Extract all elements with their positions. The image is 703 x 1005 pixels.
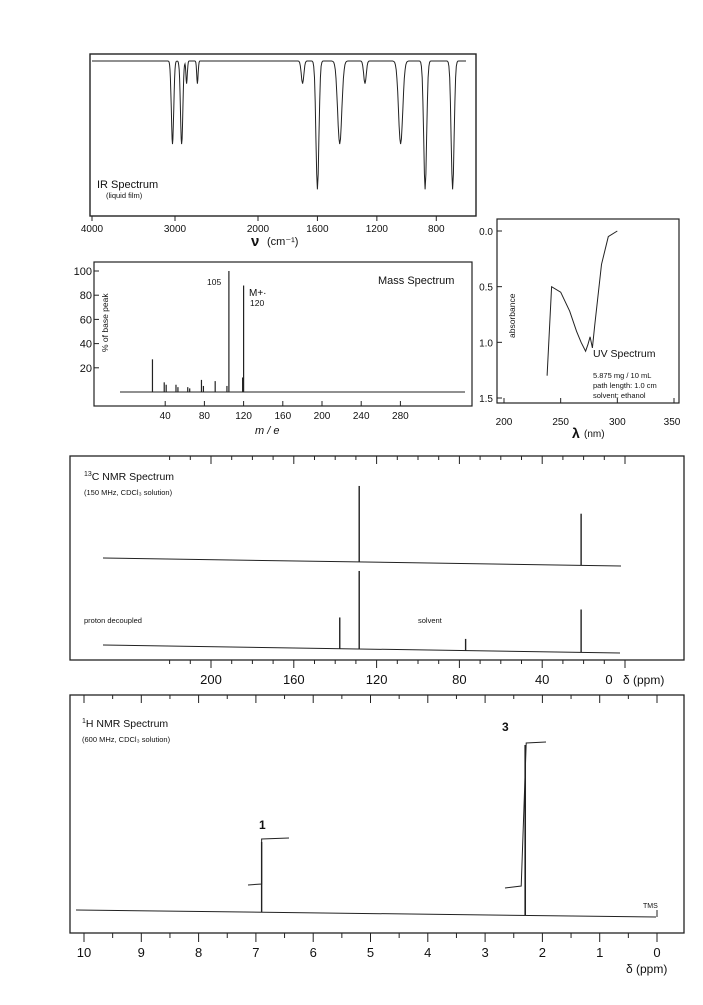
mass-x-tick-label: 120 [235,411,252,422]
mass-axis-group [74,266,465,422]
ir-tick-label: 3000 [163,224,187,235]
uv-xlabel-symbol: λ [572,425,580,441]
h1-tick-label: 9 [137,945,145,960]
h1-integration-1: 1 [259,818,266,832]
c13-panel [70,456,684,687]
h1-tick-label: 10 [76,945,92,960]
h1-tick-label: 8 [194,945,203,960]
uv-y-tick-label: 1.5 [479,394,493,405]
h1-panel [70,695,684,976]
ir-xlabel-unit: (cm⁻¹) [267,236,299,248]
mass-panel [74,262,472,437]
h1-spectrum-lines [76,742,657,917]
h1-integral-aromatic [248,838,289,885]
h1-tick-label: 1 [596,945,604,960]
h1-title-sup: 1 [82,718,86,725]
h1-tick-label: 7 [252,945,260,960]
ir-tick-label: 1200 [365,224,388,235]
h1-tick-label: 0 [653,945,661,960]
h1-tick-label: 5 [366,945,375,960]
mass-x-tick-label: 160 [274,411,292,422]
ir-xlabel-symbol: ν [251,233,260,250]
uv-title: UV Spectrum [593,348,656,360]
c13-tick-label: 200 [200,672,222,687]
h1-tick-label: 6 [309,945,317,960]
h1-tms-label: TMS [643,903,658,910]
mass-x-tick-label: 240 [352,411,370,422]
h1-title [82,718,168,730]
ir-tick-label: 1600 [306,224,329,235]
mass-y-tick-label: 20 [79,362,92,375]
h1-baseline [76,910,656,917]
mass-y-tick-label: 80 [79,290,92,303]
ir-tick-label: 2000 [246,224,270,235]
mass-x-tick-label: 200 [313,411,331,422]
uv-ylabel: absorbance [507,293,517,338]
mass-ylabel: % of base peak [100,293,110,352]
uv-info-pathlength: path length: 1.0 cm [593,381,657,390]
ir-title: IR Spectrum [97,179,159,191]
c13-title-text: C NMR Spectrum [91,471,175,483]
mass-title: Mass Spectrum [378,275,455,287]
h1-axis-label: δ (ppm) [626,962,668,976]
uv-info-solvent: solvent: ethanol [593,391,646,400]
c13-title-sup: 13 [84,471,92,478]
h1-title-text: H NMR Spectrum [85,718,169,730]
mass-y-tick-label: 40 [79,338,92,351]
h1-subtitle: (600 MHz, CDCl₃ solution) [82,735,171,744]
c13-axis-label: δ (ppm) [623,673,665,687]
uv-y-tick-label: 0.5 [479,282,493,294]
h1-tick-label: 2 [538,945,547,960]
mass-bar-group [152,271,243,392]
ir-tick-label: 800 [427,224,445,235]
ir-trace [92,61,466,189]
uv-panel [479,219,681,441]
c13-spectrum-lines [103,486,621,653]
uv-y-tick-label: 0.0 [479,227,493,238]
uv-x-tick-label: 250 [552,417,570,428]
uv-x-tick-label: 200 [495,417,513,428]
uv-x-tick-label: 350 [663,417,681,428]
uv-y-tick-label: 1.0 [479,338,493,350]
mass-xlabel: m / e [255,425,280,437]
uv-frame [497,219,679,403]
h1-integration-3: 3 [502,720,509,734]
uv-x-tick-label: 300 [608,417,626,428]
mass-molecular-ion-mz: 120 [250,298,265,308]
c13-solvent-label: solvent [418,616,442,625]
mass-peak-105-label: 105 [207,277,222,287]
mass-molecular-ion-label: M+· [249,288,267,299]
uv-info-concentration: 5.875 mg / 10 mL [593,371,652,380]
c13-tick-label: 80 [452,672,467,687]
c13-subtitle: (150 MHz, CDCl₃ solution) [84,488,173,497]
h1-frame [70,695,684,933]
c13-baseline-coupled [103,558,621,566]
c13-frame [70,456,684,660]
h1-tick-label: 3 [481,945,489,960]
ir-subtitle: (liquid film) [106,191,143,200]
mass-y-tick-label: 60 [79,314,92,327]
c13-tick-label: 40 [534,672,550,687]
ir-tick-label: 4000 [80,224,104,235]
uv-xlabel-unit: (nm) [584,429,605,440]
h1-tick-label: 4 [424,945,432,960]
ir-frame [90,54,476,216]
mass-x-tick-label: 280 [392,411,409,422]
mass-x-tick-label: 80 [198,411,210,422]
c13-tick-label: 120 [365,672,388,687]
c13-tick-label: 0 [605,672,613,687]
c13-baseline-decoupled [103,645,620,653]
c13-tick-label: 160 [282,672,305,687]
ir-tick-group [81,216,445,235]
c13-title [84,471,174,483]
mass-y-tick-label: 100 [73,266,92,278]
ir-panel [81,54,476,250]
c13-decoupled-label: proton decoupled [84,616,142,625]
mass-x-tick-label: 40 [159,411,171,422]
